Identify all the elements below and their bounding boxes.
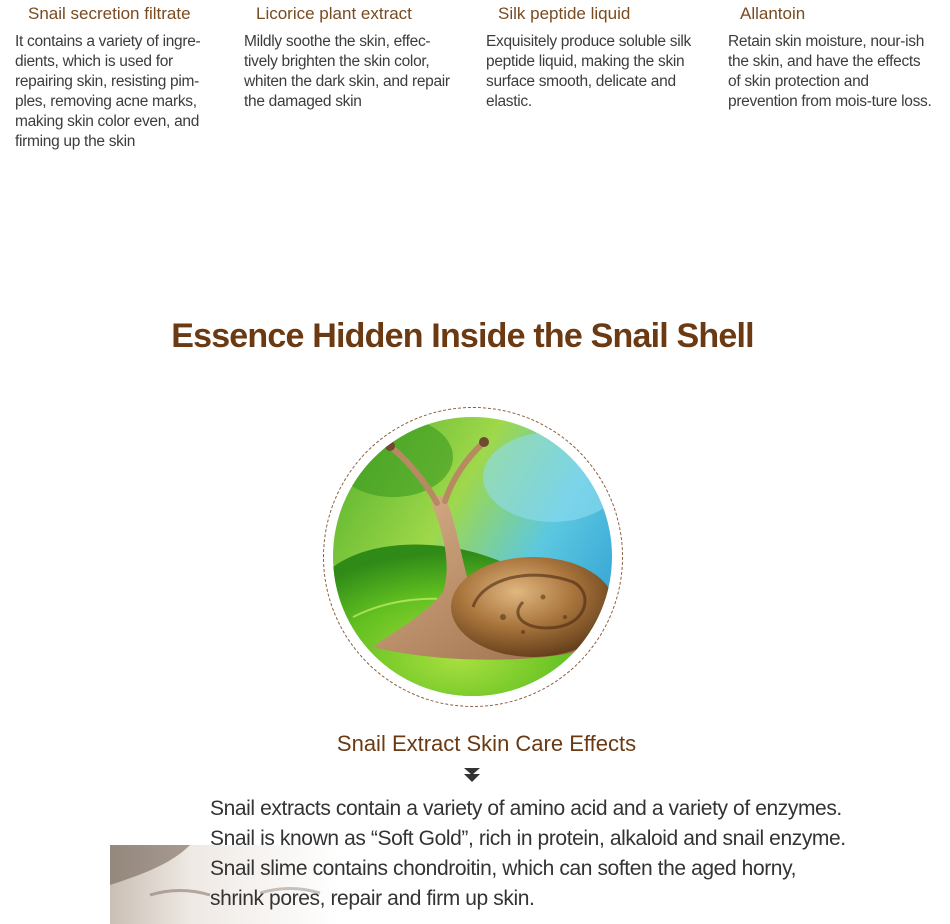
effects-line: Snail slime contains chondroitin, which can soften the aged horny, <box>210 857 797 880</box>
ingredient-description: Mildly soothe the skin, effec-tively brighten the skin color, whiten the dark skin, and repair the damaged skin <box>244 33 450 110</box>
ingredient-silk-peptide <box>486 4 701 112</box>
ingredient-title: Snail secretion filtrate <box>28 4 191 23</box>
snail-photo <box>333 417 612 696</box>
effects-line: Snail extracts contain a variety of amino acid and a variety of enzymes. <box>210 797 842 820</box>
ingredient-title: Silk peptide liquid <box>498 4 631 23</box>
triangle-down-icon <box>463 766 481 784</box>
ingredient-description: It contains a variety of ingre-dients, which is used for repairing skin, resisting pim-ples, removing acne marks, making skin color even, and firming up the skin <box>15 33 201 150</box>
effects-text <box>210 794 930 914</box>
ingredient-description: Exquisitely produce soluble silk peptide liquid, making the skin surface smooth, delicate and elastic. <box>486 33 691 110</box>
effects-line: Snail is known as “Soft Gold”, rich in protein, alkaloid and snail enzyme. <box>210 827 846 850</box>
ingredient-licorice <box>244 4 459 112</box>
ingredient-allantoin <box>728 4 933 112</box>
snail-photo-frame <box>323 407 623 707</box>
effects-line: shrink pores, repair and firm up skin. <box>210 887 535 910</box>
section-title: Essence Hidden Inside the Snail Shell <box>171 317 754 355</box>
ingredient-title: Licorice plant extract <box>256 4 412 23</box>
ingredient-title: Allantoin <box>740 4 806 23</box>
effects-title: Snail Extract Skin Care Effects <box>336 731 637 756</box>
ingredient-description: Retain skin moisture, nour-ish the skin, and have the effects of skin protection and prevention from mois-ture loss. <box>728 33 932 110</box>
ingredient-snail-secretion <box>15 4 225 152</box>
